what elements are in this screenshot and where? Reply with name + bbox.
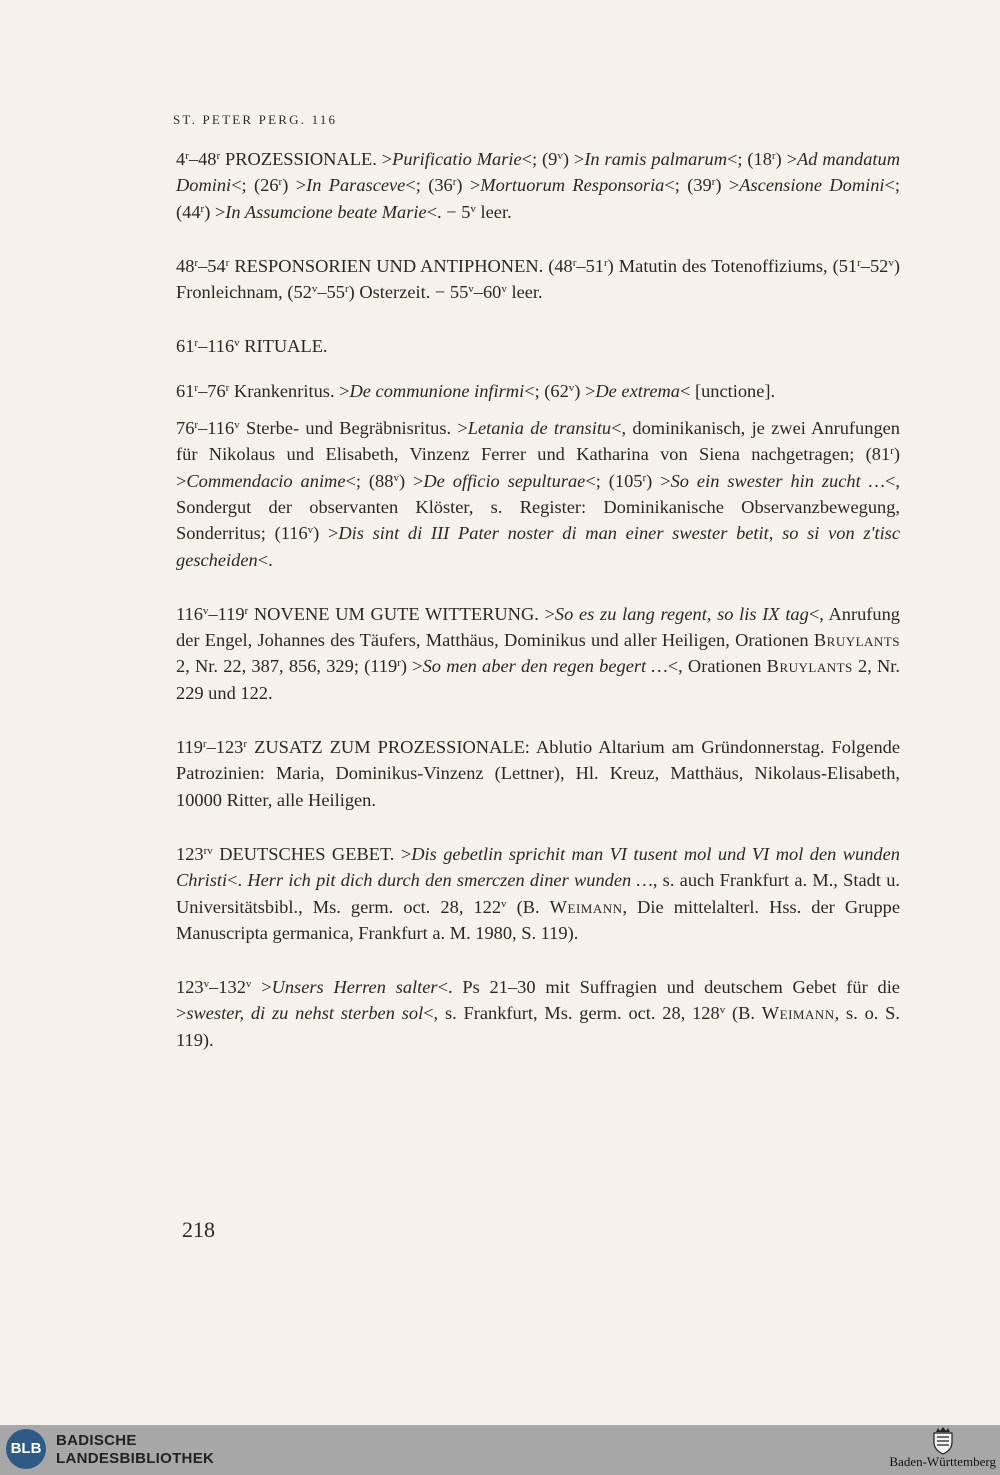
entry-sterberitus: 76$^r$–116$^v$ Sterbe- und Begräbnisritus. >Letania de transitu<, dominikanisch, je zwei Anrufungen für Nikolaus und Elisabeth, Vinzenz Ferrer und Katharina von Siena nachgetragen; $(81^r)$ >Commendacio anime<; $(88^v) >De$ officio sepulturae<; $(105^r) >So$ ein swester hin zucht …<, Sondergut der observanten Klöster, s. Register: Dominikanische Observanzbewegung, Sonderritus; $(116^v) >Dis$ sint di III Pater noster di man einer swester betit, so si von z'tisc gescheiden<. [176,418,901,570]
entry-salter: $123^v-132^v$ >Unsers Herren salter<. Ps 21–30 mit Suffragien und deutschem Gebet für die >swester, di zu nehst sterben sol<, s. Frankfurt, Ms. germ. oct. 28, 128$^v$ (B. Weimann, s. o. S. 119). [176,977,901,1050]
page-number: 218 [182,1217,215,1242]
entry-rituale: 61$^r$–116$^v$ RITUALE. [176,336,328,357]
running-head: ST. PETER PERG. 116 [173,112,338,127]
library-name[interactable] [56,1432,214,1468]
entry-krankenritus: 61$^r$–76$^r$ Krankenritus. >De communione infirmi<; $(62^v) >De$ extrema< [unctione]. [176,380,776,401]
library-name-line2: LANDESBIBLIOTHEK [56,1450,215,1467]
coat-of-arms-icon [930,1427,956,1455]
entry-heading: RESPONSORIEN UND ANTIPHONEN. [229,255,549,276]
entry-deutsches-gebet: $123^{rv}$ DEUTSCHES GEBET. >Dis gebetlin sprichit man VI tusent mol und VI mol den wunden Christi<. Herr ich pit dich durch den smerczen diner wunden …, s. auch Frankfurt a. M., Stadt u. Universitätsbibl., Ms. germ. oct. 28, 122$^v$ (B. Weimann, Die mittelalterl. Hss. der Gruppe Manuscripta germanica, Frankfurt a. M. 1980, S. 119). [176,843,900,943]
entry-novene: 116$^v$–119$^r$ NOVENE UM GUTE WITTERUNG. >So es zu lang regent, so lis IX tag<, Anrufung der Engel, Johannes des Täufers, Matthäus, Dominikus und aller Heiligen, Orationen Bruylants 2, Nr. 22, 387, 856, 329; $(119^r) >So$ men aber den regen begert …<, Orationen Bruylants 2, Nr. 229 und 122. [176,603,901,703]
entry-heading: RITUALE. [239,336,328,357]
entry-heading: DEUTSCHES GEBET. > [212,843,412,864]
entry-heading: ZUSATZ ZUM PROZESSIONALE: [247,737,537,758]
library-name-line1: BADISCHE [56,1432,137,1449]
blb-logo[interactable]: BLB [6,1429,46,1469]
entry-responsorien: 48$^r$–54$^r$ RESPONSORIEN UND ANTIPHONEN. (48$^r$–51$^r$) Matutin des Totenoffiziums, (51$^r$–52$^v$) Fronleichnam, (52$^v$–55$^r$) Osterzeit. − $55^v-60^v$ leer. [176,255,900,303]
entry-zusatz: 119$^r$–123$^r$ ZUSATZ ZUM PROZESSIONALE: Ablutio Altarium am Gründonnerstag. Folgende Patrozinien: Maria, Dominikus-Vinzenz (Lettner), Hl. Kreuz, Matthäus, Nikolaus-Elisabeth, 10000 Ritter, alle Heiligen. [176,737,900,810]
entry-heading: NOVENE UM GUTE WITTERUNG. > [248,603,555,624]
state-name: Baden-Württemberg [889,1454,996,1469]
entry-heading: PROZESSIONALE. [220,149,382,169]
catalog-text [176,146,900,1053]
entry-prozessionale: 4$^r$–48$^r$ PROZESSIONALE. >Purificatio Marie<; $(9^v) >In$ ramis palmarum<; $(18^r) >Ad$ mandatum Domini<; $(26^r) >In$ Parasceve<; $(36^r)$ >Mortuorum Responsoria<; $(39^r)$ >Ascensione Domini<; $(44^r) >In$ Assumcione beate Marie<. − $5^v$ leer. [176,149,901,222]
library-footer [0,1425,1000,1475]
